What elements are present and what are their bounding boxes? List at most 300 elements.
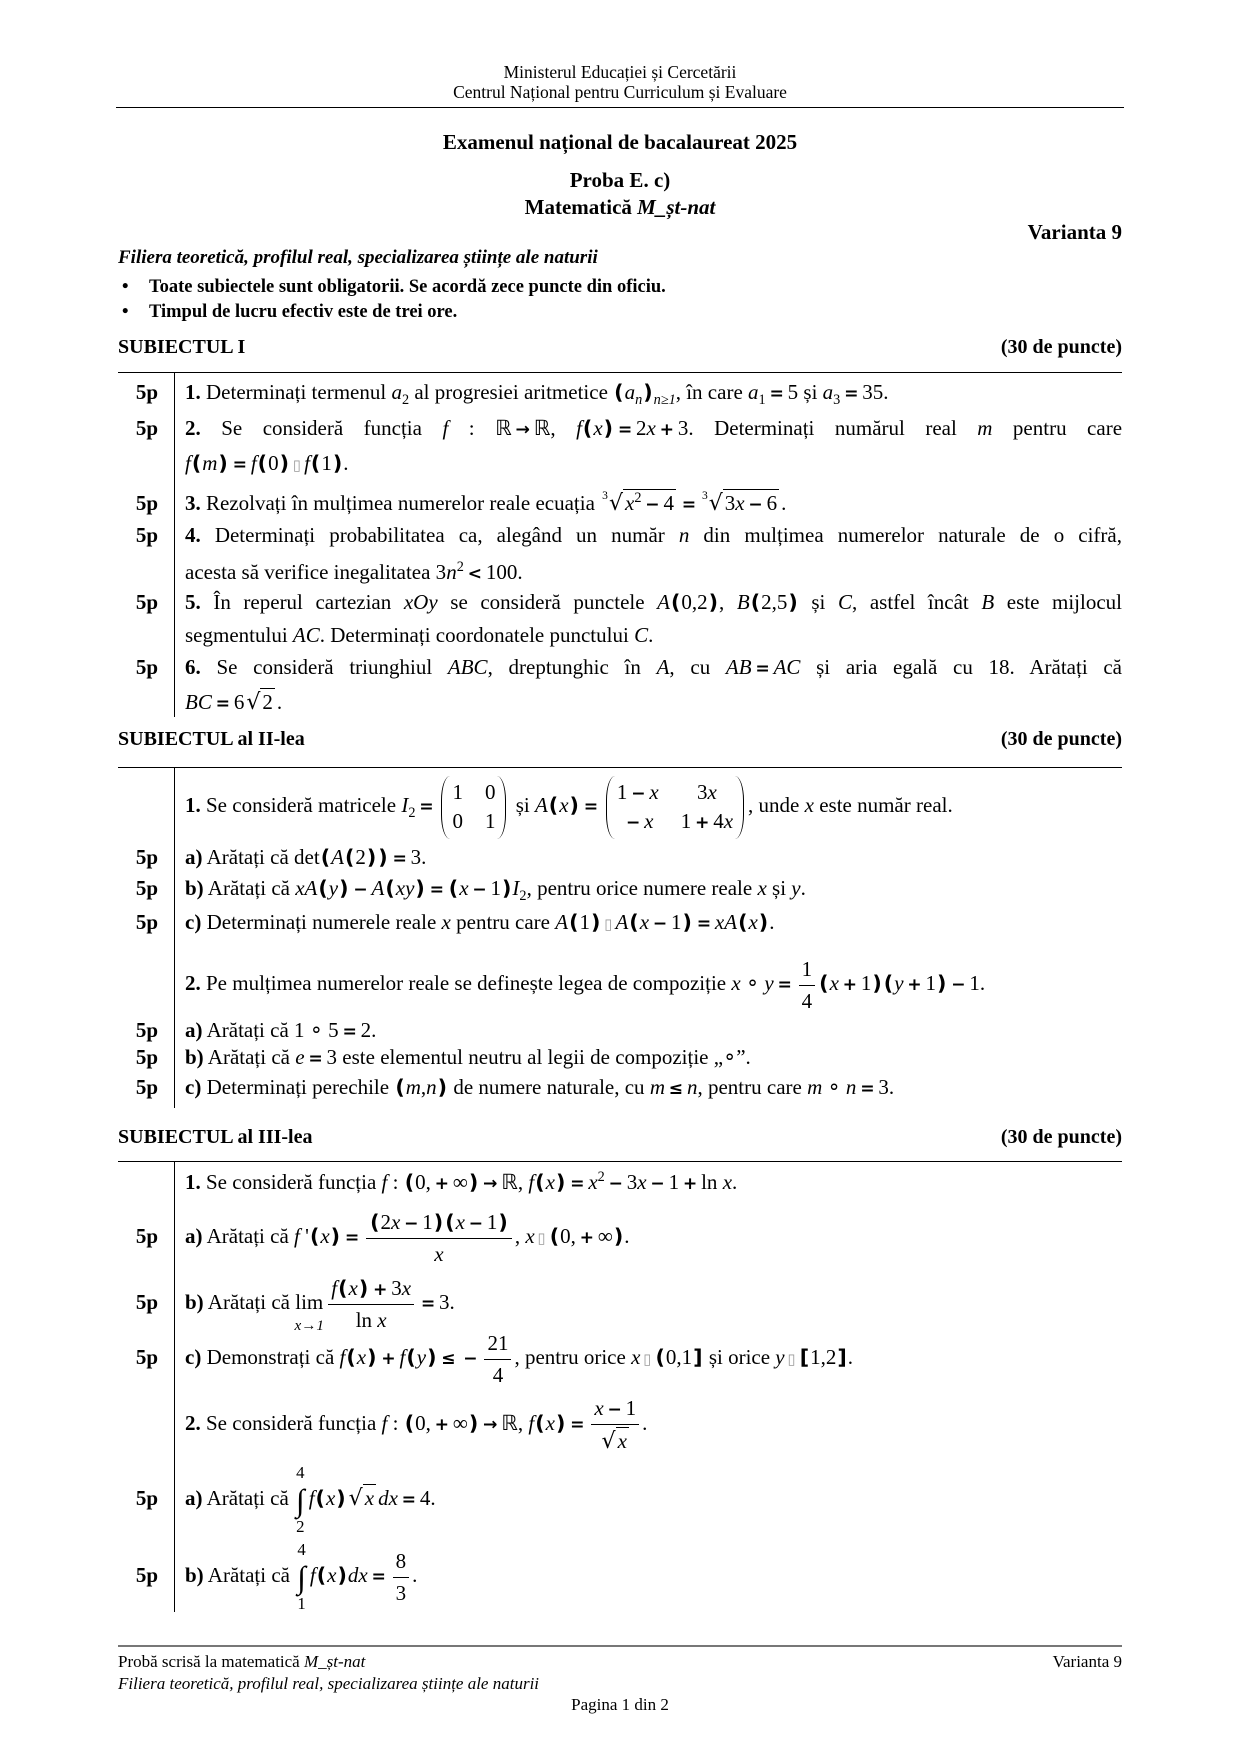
item-label: 2. <box>185 416 201 440</box>
math-operator: = <box>769 384 784 404</box>
math-bracket: ( <box>535 1170 545 1194</box>
math-variable: A <box>534 793 548 817</box>
subscript: 2 <box>519 888 527 905</box>
math-operator: → <box>483 1174 498 1194</box>
math-bracket: ( <box>315 1486 325 1510</box>
math-text: , pentru orice <box>514 1345 632 1369</box>
math-text: , pentru orice numere reale <box>526 876 758 900</box>
math-operator: = <box>583 797 599 817</box>
math-text: . <box>648 623 654 647</box>
math-text: Rezolvați în mulțimea numerelor reale ecuația <box>200 491 601 515</box>
fraction-numerator <box>799 956 816 984</box>
math-text: 1 <box>668 1170 680 1194</box>
math-text: și <box>798 590 838 614</box>
math-text: 8 <box>395 1549 407 1574</box>
math-operator: + <box>579 1228 595 1248</box>
radical <box>349 1484 376 1512</box>
math-operator: + <box>682 1174 698 1194</box>
radical-sign-icon: √ <box>348 1486 363 1511</box>
math-text: ℝ, <box>533 416 577 440</box>
math-operator: − <box>608 1174 624 1194</box>
exam-proba: Proba E. c) <box>569 168 671 192</box>
math-variable: x <box>348 1276 358 1301</box>
math-operator: + <box>907 975 922 995</box>
points-label: 5p <box>135 1075 158 1099</box>
math-bracket: ) <box>708 590 719 614</box>
points-label: 5p <box>135 1018 158 1042</box>
math-text: , <box>719 590 737 614</box>
math-variable: x <box>545 1411 555 1435</box>
footer-exam-code: M_șt-nat <box>303 1652 366 1671</box>
math-text: 1 <box>925 971 936 995</box>
rule-text: Timpul de lucru efectiv este de trei ore. <box>149 302 458 322</box>
math-operator: = <box>232 455 248 475</box>
math-operator: − <box>472 880 487 900</box>
radical-sign-icon: √ <box>708 491 723 516</box>
math-text: ln <box>701 1170 723 1194</box>
matrix-cell <box>681 778 733 807</box>
points-label: 5p <box>135 523 158 547</box>
math-variable: x <box>327 1563 337 1587</box>
points-column-divider <box>174 768 175 1108</box>
variant-label: Varianta 9 <box>1027 220 1122 244</box>
root-index: 3 <box>602 490 608 503</box>
math-text: , cu <box>669 655 726 679</box>
math-bracket: ) <box>498 1210 508 1235</box>
math-text: 1. <box>969 971 986 995</box>
math-variable: m <box>405 1075 421 1099</box>
math-variable: f <box>339 1345 346 1369</box>
math-text: ∘ <box>740 971 765 995</box>
math-operator: + <box>434 1174 450 1194</box>
math-variable: x <box>707 779 717 804</box>
math-variable: x <box>390 1210 401 1235</box>
math-bracket: ) <box>590 910 601 934</box>
math-operator: = <box>215 694 231 714</box>
math-variable: A <box>656 655 670 679</box>
math-text: Arătați că <box>202 1224 295 1248</box>
math-variable: x <box>559 793 569 817</box>
points-label: 5p <box>135 845 158 869</box>
limit-word: lim <box>295 1290 324 1314</box>
math-variable: A <box>657 590 670 614</box>
math-variable: a <box>391 380 402 404</box>
math-text: și aria egală cu 18. Arătați că <box>800 655 1123 679</box>
evaluation-center-name: Centrul Național pentru Curriculum și Evaluare <box>453 82 787 102</box>
math-bracket: ) <box>468 1411 479 1435</box>
item-label: a) <box>185 845 203 869</box>
math-variable: x <box>804 793 814 817</box>
math-operator: = <box>419 797 434 817</box>
math-variable: y <box>328 876 339 900</box>
line-content <box>185 1331 854 1387</box>
question-line <box>185 1047 1122 1127</box>
math-text: ∞ <box>452 1411 468 1435</box>
item-label: 5. <box>185 590 201 614</box>
math-variable: n <box>686 1075 698 1099</box>
rule-item <box>122 301 457 323</box>
fraction <box>393 1548 410 1606</box>
math-text: Arătați că <box>203 1045 296 1069</box>
math-bracket: ( <box>670 590 681 614</box>
item-label: c) <box>185 1075 202 1099</box>
math-text: 0 <box>484 779 496 804</box>
math-text: . Determinați coordonatele punctului <box>319 623 635 647</box>
item-label: 2. <box>185 1411 201 1435</box>
math-bracket: ( <box>445 1210 455 1235</box>
footer-exam-prefix: Probă scrisă la matematică <box>118 1652 304 1671</box>
math-text: , <box>420 1075 427 1099</box>
math-text: Demonstrați că <box>201 1345 340 1369</box>
points-column-divider <box>174 1162 175 1612</box>
math-variable: dx <box>347 1563 368 1587</box>
math-bracket: ( <box>448 876 459 900</box>
item-label: 1. <box>185 380 201 404</box>
math-text: acesta să verifice inegalitatea 3 <box>185 560 447 584</box>
math-bracket: ( <box>614 380 624 404</box>
math-variable: x <box>646 416 656 440</box>
root-index: 3 <box>701 490 708 503</box>
math-variable: C <box>837 590 852 614</box>
question-line <box>185 1383 1122 1463</box>
math-bracket: ) <box>555 1411 566 1435</box>
section-heading <box>118 725 1122 753</box>
exam-subject-code: M_șt-nat <box>637 195 716 219</box>
math-variable: x <box>356 1345 367 1369</box>
math-text: 2 <box>636 416 647 440</box>
radical-sign-icon: √ <box>601 1428 616 1454</box>
math-text: 1 <box>579 910 590 934</box>
math-text: : <box>387 1411 404 1435</box>
math-variable: f <box>304 451 310 475</box>
exam-subject-prefix: Matematică <box>524 195 638 219</box>
missing-glyph-icon: ▯ <box>537 1230 546 1247</box>
math-bracket: ) <box>366 845 377 869</box>
math-variable: A <box>371 876 385 900</box>
math-bracket: ( <box>316 1563 327 1587</box>
math-bracket: ( <box>569 910 579 934</box>
subscript: n <box>635 392 643 409</box>
line-content <box>185 779 953 834</box>
math-text: . <box>276 690 283 714</box>
math-text: : <box>387 1170 404 1194</box>
section-title: SUBIECTUL al II-lea <box>118 728 305 750</box>
item-label: 4. <box>185 523 201 547</box>
points-label: 5p <box>135 1563 158 1587</box>
math-text: ℝ, <box>501 1411 529 1435</box>
math-text: ∘ <box>822 1075 846 1099</box>
fraction <box>484 1330 511 1388</box>
page-number: Pagina 1 din 2 <box>571 1695 669 1714</box>
math-text: 21 <box>487 1331 509 1356</box>
math-operator: = <box>570 1174 585 1194</box>
math-text: este mijlocul <box>994 590 1122 614</box>
math-operator: = <box>342 1022 357 1042</box>
math-variable: BC <box>185 690 212 714</box>
math-variable: x <box>735 491 745 515</box>
math-variable: a <box>822 380 834 404</box>
math-text: 1 <box>486 1210 498 1235</box>
math-variable: m <box>807 1075 823 1099</box>
item-label: 1. <box>185 1170 201 1194</box>
math-text: al progresiei aritmetice <box>409 380 614 404</box>
math-bracket: ( <box>404 1411 415 1435</box>
math-operator: − <box>607 1400 622 1421</box>
fraction-numerator <box>484 1330 511 1358</box>
math-bracket: ( <box>395 1075 405 1099</box>
math-text: 1 <box>484 809 496 834</box>
math-text: 6 <box>766 491 778 515</box>
math-text: 1 <box>422 1210 433 1235</box>
fraction-numerator <box>328 1275 414 1304</box>
math-bracket: ( <box>549 1224 560 1248</box>
line-content <box>185 910 774 934</box>
math-text: 2 <box>262 690 273 714</box>
math-operator: + <box>695 813 710 834</box>
math-variable: f <box>309 1563 316 1587</box>
math-variable: A <box>615 910 629 934</box>
item-label: c) <box>185 1345 202 1369</box>
math-text: ℝ, <box>501 1170 529 1194</box>
math-text: . <box>642 1411 648 1435</box>
line-content <box>185 1170 737 1194</box>
fraction-numerator <box>591 1395 639 1424</box>
math-text: 1 <box>490 876 502 900</box>
math-bracket: ) <box>603 416 614 440</box>
math-text: 0, <box>560 1224 576 1248</box>
math-bracket: ( <box>344 845 355 869</box>
math-variable: y <box>775 1345 785 1369</box>
footer-track: Filiera teoretică, profilul real, specializarea științe ale naturii <box>118 1674 540 1693</box>
math-variable: x <box>829 971 839 995</box>
math-bracket: ) <box>332 451 343 475</box>
fraction <box>591 1395 639 1455</box>
math-variable: f <box>528 1170 535 1194</box>
math-text: ' <box>299 1224 309 1248</box>
math-variable: x <box>377 1307 387 1332</box>
question-line <box>185 1458 1122 1538</box>
section-title: SUBIECTUL I <box>118 336 246 358</box>
math-operator: → <box>483 1415 498 1435</box>
item-label: 2. <box>185 971 201 995</box>
math-text: ∞ <box>597 1224 613 1248</box>
math-variable: y <box>416 1345 427 1369</box>
math-operator: ≤ <box>441 1349 456 1369</box>
points-label: 5p <box>135 1486 158 1510</box>
math-text: . <box>412 1563 418 1587</box>
math-text: 1 <box>616 779 628 804</box>
math-text: 2 <box>355 845 366 869</box>
math-text: : ℝ <box>448 416 512 440</box>
math-variable: x <box>649 779 659 804</box>
math-operator: = <box>392 849 407 869</box>
math-text: Arătați că <box>203 1563 296 1587</box>
math-text: 1 <box>680 809 692 834</box>
math-operator: = <box>344 1228 360 1248</box>
math-text: și <box>510 793 535 817</box>
math-variable: f <box>528 1411 535 1435</box>
math-variable: C <box>634 623 649 647</box>
math-operator: − <box>748 495 763 515</box>
math-variable: x <box>545 1170 555 1194</box>
math-bracket: ( <box>535 1411 545 1435</box>
math-text: 3. <box>439 1290 455 1314</box>
math-bracket: ( <box>406 1345 416 1369</box>
item-label: b) <box>185 876 204 900</box>
math-bracket: ( <box>309 1224 320 1248</box>
math-variable: n <box>426 1075 437 1099</box>
math-bracket: ) <box>872 971 882 995</box>
math-variable: f <box>442 416 449 440</box>
math-text: 3 <box>724 491 736 515</box>
subscript: 1 <box>758 392 766 409</box>
math-bracket: ) <box>427 1345 437 1369</box>
math-text: În reperul cartezian <box>200 590 404 614</box>
math-bracket: ) <box>415 876 425 900</box>
math-text: Se consideră funcția <box>200 1411 382 1435</box>
math-text: . <box>343 451 349 475</box>
math-operator: − <box>625 813 641 834</box>
math-text: ∞ <box>452 1170 468 1194</box>
math-operator: = <box>755 659 770 679</box>
math-operator: = <box>617 420 633 440</box>
math-variable: x <box>625 491 635 515</box>
math-operator: + <box>381 1349 396 1369</box>
math-text: Arătați că <box>202 1486 295 1510</box>
footer-variant: Varianta 9 <box>1052 1652 1122 1671</box>
math-text: 1 <box>671 910 682 934</box>
math-text: 3. <box>410 845 427 869</box>
math-text: 3. <box>878 1075 895 1099</box>
line-content <box>185 1396 648 1454</box>
math-variable: f <box>185 451 191 475</box>
points-label: 5p <box>135 491 158 515</box>
math-text: 4 <box>663 491 674 515</box>
integral <box>296 1464 305 1537</box>
item-label: 3. <box>185 491 201 515</box>
math-variable: x <box>434 1241 444 1266</box>
math-variable: x <box>731 971 741 995</box>
math-text: 0,1 <box>665 1345 693 1369</box>
math-text: 1,2 <box>810 1345 837 1369</box>
math-text: Arătați că det <box>202 845 320 869</box>
math-bracket: ( <box>404 1170 415 1194</box>
rule-text: Toate subiectele sunt obligatorii. Se acordă zece puncte din oficiu. <box>149 277 666 297</box>
math-text: 4 <box>801 988 813 1013</box>
math-text: 0, <box>415 1411 431 1435</box>
math-operator: − <box>951 975 966 995</box>
math-text: 3 <box>626 1170 638 1194</box>
missing-glyph-icon: ▯ <box>604 916 613 933</box>
math-text: Arătați că 1 ∘ 5 <box>202 1018 339 1042</box>
integral-upper-limit: 4 <box>297 1539 306 1559</box>
integral-sign-icon: ∫ <box>296 1482 305 1518</box>
math-variable: y <box>894 971 904 995</box>
math-text: 4 <box>492 1362 504 1387</box>
math-operator: = <box>401 1490 417 1510</box>
math-variable: f <box>576 416 582 440</box>
math-operator: + <box>842 975 858 995</box>
math-bracket: ( <box>318 876 328 900</box>
matrix-cell <box>485 778 496 807</box>
math-bracket: ] <box>693 1345 703 1369</box>
math-text: 3 <box>395 1580 407 1605</box>
math-bracket: ) <box>613 1224 624 1248</box>
math-variable: a <box>748 380 759 404</box>
exam-title: Examenul național de bacalaureat 2025 <box>442 130 798 154</box>
section-points: (30 de puncte) <box>1000 728 1122 750</box>
math-text: 1 <box>452 779 463 804</box>
math-variable: B <box>981 590 995 614</box>
math-operator: < <box>467 564 483 584</box>
math-variable: x <box>617 1428 627 1453</box>
math-variable: x <box>455 1210 465 1235</box>
subscript: 2 <box>408 805 416 822</box>
fraction-denominator <box>591 1424 639 1455</box>
math-text: . <box>769 910 775 934</box>
math-text: Se consideră funcția <box>200 416 443 440</box>
math-bracket: ( <box>655 1345 665 1369</box>
math-variable: ABC <box>447 655 488 679</box>
math-bracket: ( <box>750 590 761 614</box>
math-text: 2 <box>380 1210 391 1235</box>
math-bracket: ) <box>337 1563 347 1587</box>
math-variable: AC <box>773 655 801 679</box>
math-bracket: ) <box>367 1345 377 1369</box>
math-text: 2,5 <box>761 590 788 614</box>
math-variable: x <box>723 809 734 834</box>
math-operator: − <box>468 1214 484 1235</box>
math-variable: e <box>295 1045 305 1069</box>
math-variable: xA <box>714 910 738 934</box>
bullet-icon: • <box>122 277 129 297</box>
math-text: pentru care <box>992 416 1123 440</box>
math-bracket: ) <box>555 1170 566 1194</box>
math-text: 0, <box>415 1170 431 1194</box>
points-label: 5p <box>135 1224 158 1248</box>
math-variable: f <box>294 1224 300 1248</box>
math-text: . <box>624 1224 630 1248</box>
math-variable: x <box>594 1396 604 1421</box>
math-variable: x <box>748 910 758 934</box>
math-text: , unde <box>748 793 805 817</box>
math-variable: m <box>977 416 993 440</box>
radical <box>246 688 275 716</box>
math-bracket: ( <box>310 451 321 475</box>
section-title: SUBIECTUL al III-lea <box>118 1126 313 1148</box>
math-operator: − <box>645 495 660 515</box>
radical <box>602 1427 629 1455</box>
math-bracket: ) <box>330 1224 341 1248</box>
math-variable: x <box>637 1170 647 1194</box>
points-label: 5p <box>135 1045 158 1069</box>
math-variable: f <box>250 451 257 475</box>
points-label: 5p <box>135 655 158 679</box>
integral-sign-icon: ∫ <box>297 1559 306 1595</box>
math-text: Se consideră funcția <box>200 1170 382 1194</box>
math-variable: y <box>791 876 801 900</box>
math-text: segmentului <box>185 623 293 647</box>
points-label: 5p <box>135 380 158 404</box>
math-bracket: ) <box>339 876 349 900</box>
math-variable: x <box>644 809 654 834</box>
math-bracket: ( <box>629 910 639 934</box>
math-operator: = <box>696 914 712 934</box>
radicand <box>616 1427 629 1453</box>
math-text: și <box>766 876 792 900</box>
math-text: Determinați termenul <box>200 380 392 404</box>
math-bracket: ) <box>279 451 289 475</box>
